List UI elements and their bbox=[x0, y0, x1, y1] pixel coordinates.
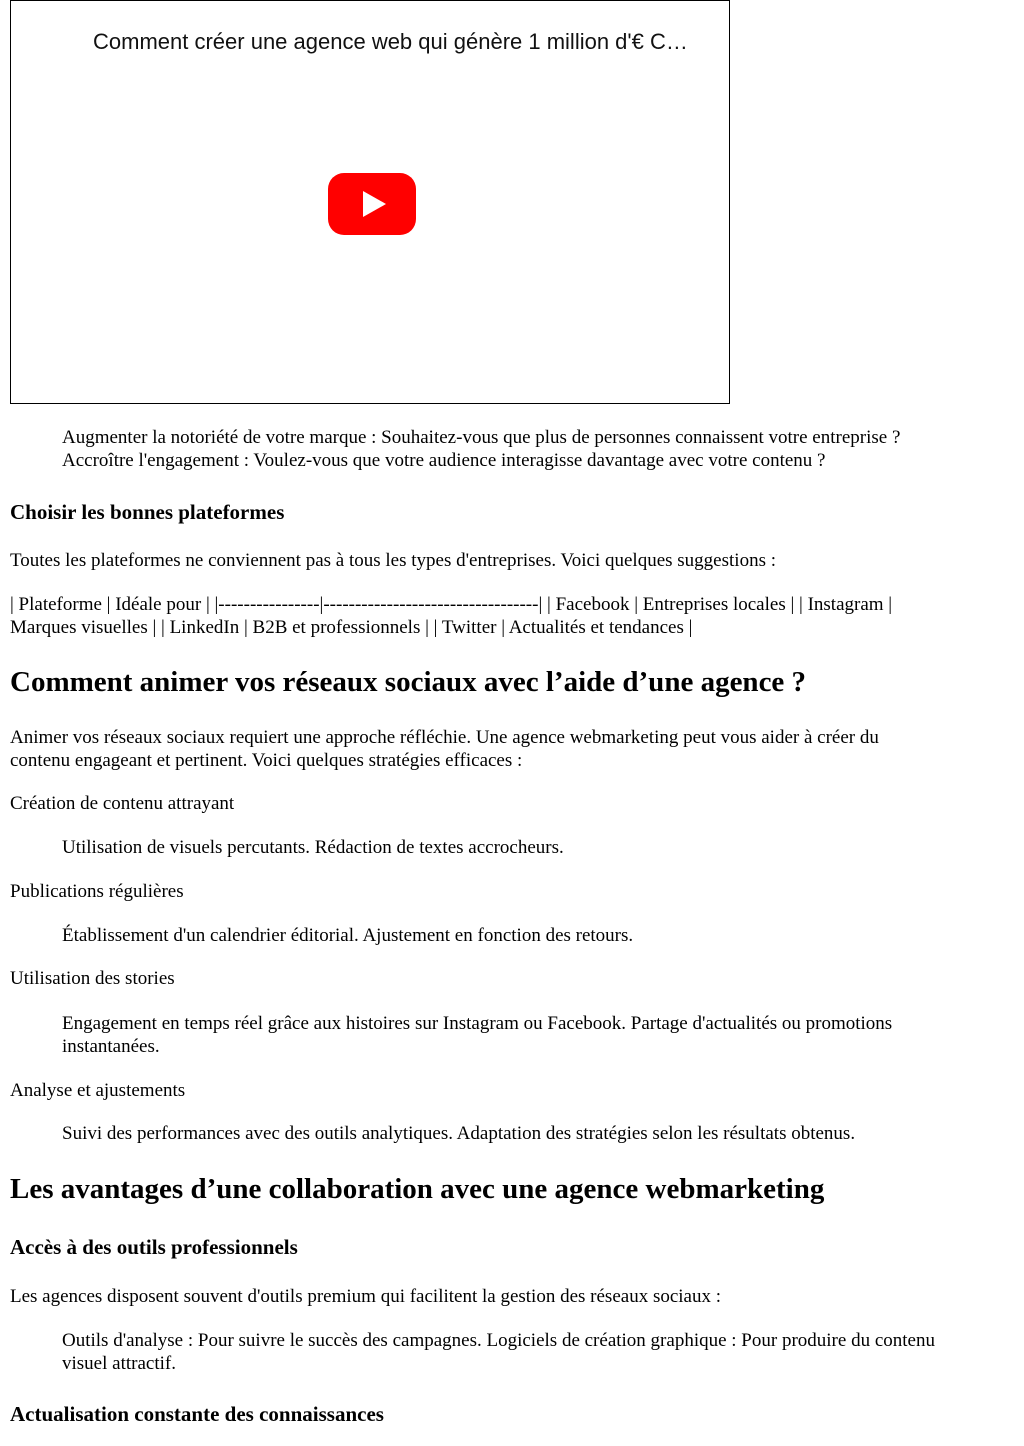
subsection-heading-tools: Accès à des outils professionnels bbox=[10, 1235, 298, 1259]
platforms-table-text: | Plateforme | Idéale pour | |----------------|----------------------------------| | Facebook | Entreprises locales | | Instagram | bbox=[10, 594, 893, 615]
video-embed[interactable] bbox=[10, 0, 730, 404]
animate-intro: contenu engageant et pertinent. Voici quelques stratégies efficaces : bbox=[10, 750, 523, 771]
tools-desc: visuel attractif. bbox=[62, 1353, 176, 1374]
strategy-desc: Utilisation de visuels percutants. Rédaction de textes accrocheurs. bbox=[62, 837, 564, 858]
strategy-term: Publications régulières bbox=[10, 881, 184, 902]
strategy-desc: Suivi des performances avec des outils analytiques. Adaptation des stratégies selon les résultats obtenus. bbox=[62, 1123, 856, 1144]
section-heading-advantages: Les avantages d’une collaboration avec une agence webmarketing bbox=[10, 1173, 825, 1205]
tools-desc: Outils d'analyse : Pour suivre le succès des campagnes. Logiciels de création graphique : Pour produire du contenu bbox=[62, 1330, 935, 1351]
youtube-play-icon[interactable] bbox=[328, 173, 416, 235]
strategy-term: Création de contenu attrayant bbox=[10, 793, 235, 814]
subsection-heading-knowledge: Actualisation constante des connaissances bbox=[10, 1402, 384, 1426]
strategy-term: Utilisation des stories bbox=[10, 968, 175, 989]
goal-item: Accroître l'engagement : Voulez-vous que votre audience interagisse davantage avec votre contenu ? bbox=[62, 450, 826, 471]
strategy-term: Analyse et ajustements bbox=[10, 1080, 186, 1101]
platforms-intro: Toutes les plateformes ne conviennent pas à tous les types d'entreprises. Voici quelques suggestions : bbox=[10, 550, 776, 571]
animate-intro: Animer vos réseaux sociaux requiert une approche réfléchie. Une agence webmarketing peut vous aider à créer du bbox=[10, 727, 879, 748]
section-heading-animate: Comment animer vos réseaux sociaux avec l’aide d’une agence ? bbox=[10, 666, 807, 698]
tools-intro: Les agences disposent souvent d'outils premium qui facilitent la gestion des réseaux sociaux : bbox=[10, 1286, 722, 1307]
goal-item: Augmenter la notoriété de votre marque : Souhaitez-vous que plus de personnes connaissent votre entreprise ? bbox=[62, 427, 901, 448]
strategy-desc: Établissement d'un calendrier éditorial. Ajustement en fonction des retours. bbox=[62, 925, 634, 946]
strategy-desc: instantanées. bbox=[62, 1036, 160, 1057]
video-title[interactable]: Comment créer une agence web qui génère 1 million d'€ C… bbox=[93, 29, 688, 54]
section-heading-platforms: Choisir les bonnes plateformes bbox=[10, 500, 285, 524]
strategy-desc: Engagement en temps réel grâce aux histoires sur Instagram ou Facebook. Partage d'actualités ou promotions bbox=[62, 1013, 893, 1034]
platforms-table-text: Marques visuelles | | LinkedIn | B2B et professionnels | | Twitter | Actualités et tendances | bbox=[10, 617, 693, 638]
